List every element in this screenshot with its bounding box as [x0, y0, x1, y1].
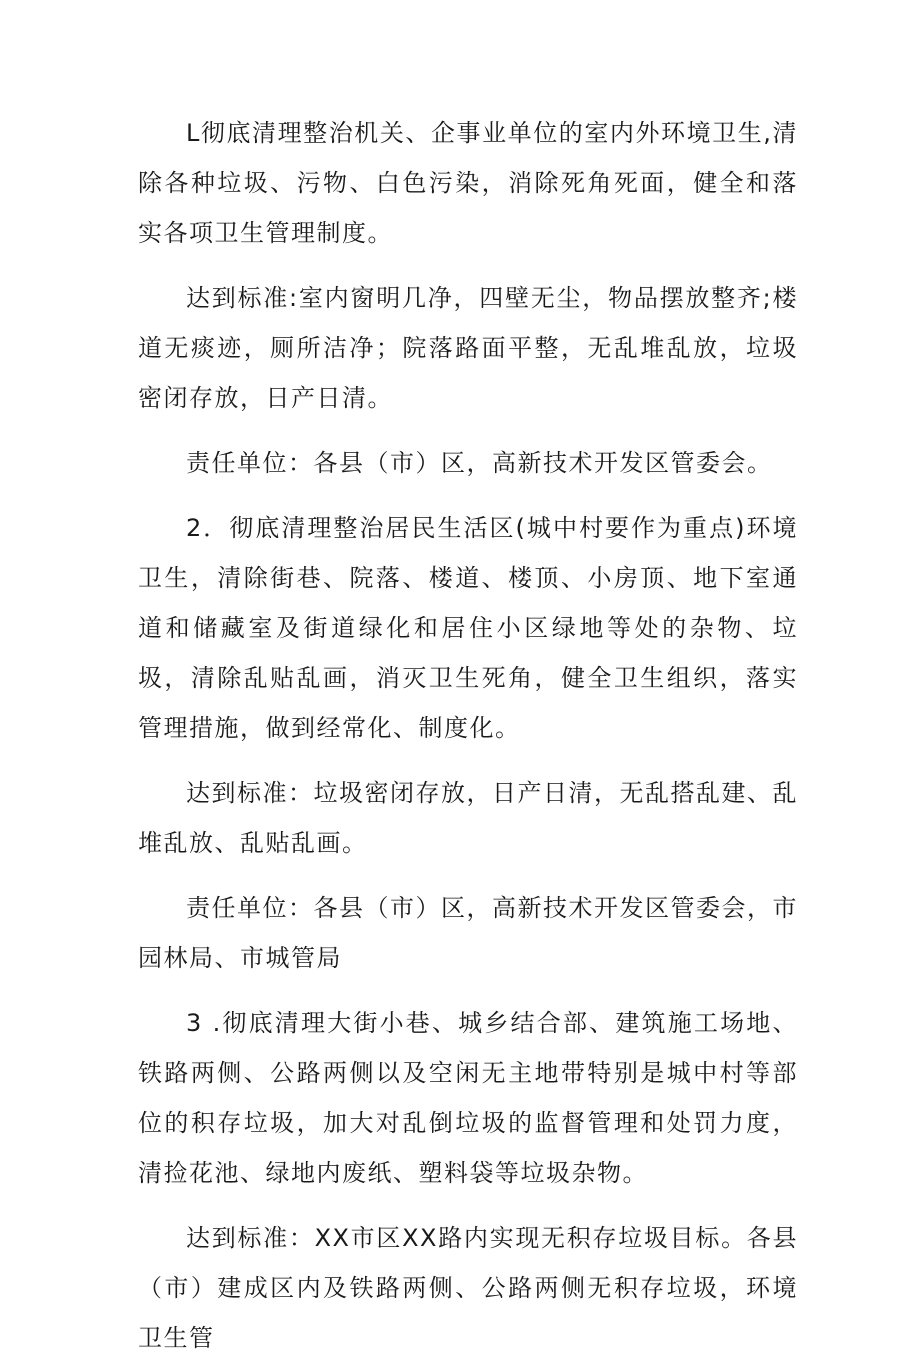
- paragraph-1-responsible: 责任单位：各县（市）区，高新技术开发区管委会。: [186, 449, 773, 477]
- paragraph-2-task: 2．彻底清理整治居民生活区(城中村要作为重点)环境卫生，清除街巷、院落、楼道、楼顶、小房顶、地下室通道和储藏室及街道绿化和居住小区绿地等处的杂物、垃圾，清除乱贴乱画，消灭卫生死角，健全卫生组织，落实管理措施，做到经常化、制度化。: [138, 514, 798, 742]
- paragraph-1-task: L彻底清理整治机关、企事业单位的室内外环境卫生,清除各种垃圾、污物、白色污染，消除死角死面，健全和落实各项卫生管理制度。: [138, 119, 798, 247]
- paragraph-3-standard: 达到标准：XX市区XX路内实现无积存垃圾目标。各县（市）建成区内及铁路两侧、公路两侧无积存垃圾，环境卫生管: [138, 1224, 798, 1352]
- paragraph-3-task: 3 .彻底清理大街小巷、城乡结合部、建筑施工场地、铁路两侧、公路两侧以及空闲无主地带特别是城中村等部位的积存垃圾，加大对乱倒垃圾的监督管理和处罚力度，清捡花池、绿地内废纸、塑料袋等垃圾杂物。: [138, 1009, 798, 1187]
- paragraph-1-standard: 达到标准:室内窗明几净，四壁无尘，物品摆放整齐;楼道无痰迹，厕所洁净；院落路面平整，无乱堆乱放，垃圾密闭存放，日产日清。: [138, 284, 798, 412]
- paragraph-2-responsible: 责任单位：各县（市）区，高新技术开发区管委会，市园林局、市城管局: [138, 894, 798, 972]
- paragraph-2-standard: 达到标准：垃圾密闭存放，日产日清，无乱搭乱建、乱堆乱放、乱贴乱画。: [138, 779, 798, 857]
- document-body: [138, 108, 798, 1363]
